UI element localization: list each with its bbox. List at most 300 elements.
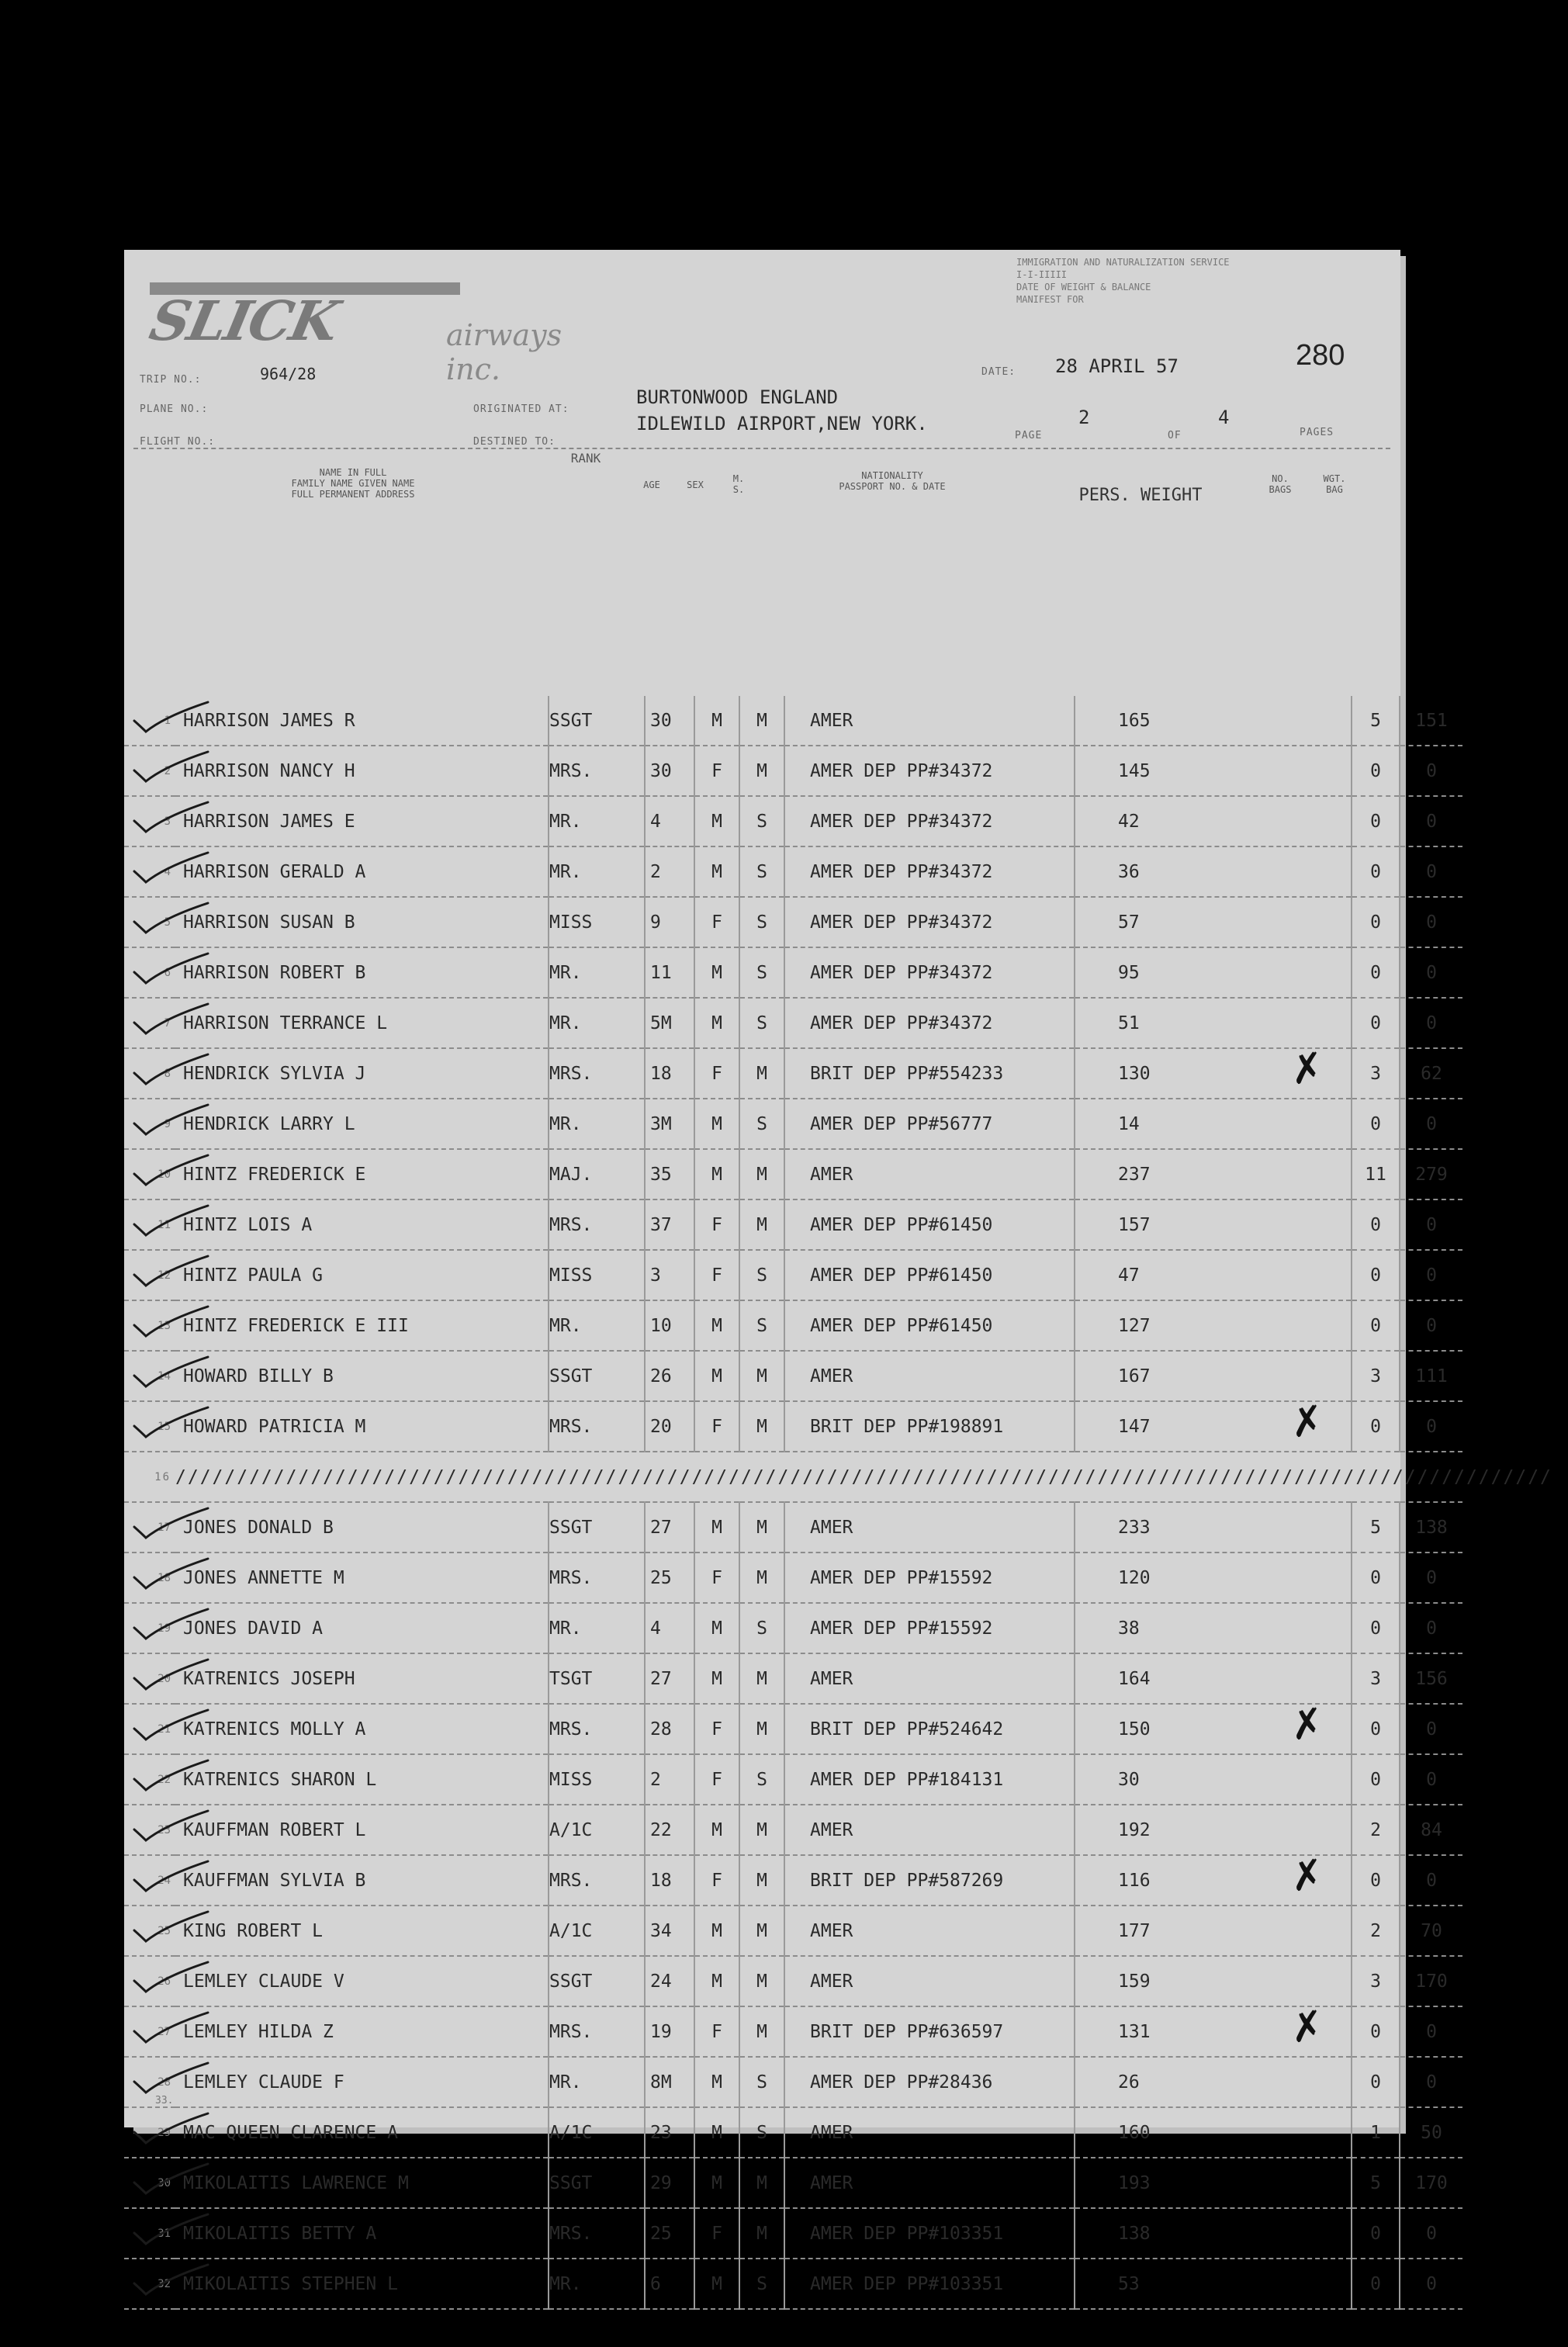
cell-bag-weight — [1400, 746, 1462, 796]
cell-nationality — [784, 1351, 1075, 1401]
bag-weight-text: 62 — [1421, 1063, 1442, 1084]
nationality-text: BRIT DEP PP#524642 — [810, 1719, 1004, 1739]
cell-age — [645, 1199, 694, 1250]
originated-label: ORIGINATED AT: — [473, 403, 569, 415]
cell-bags — [1352, 1553, 1400, 1603]
bags-text: 11 — [1365, 1164, 1386, 1185]
cell-nationality — [784, 1502, 1075, 1553]
bag-weight-text: 0 — [1426, 1265, 1437, 1286]
bag-weight-text: 151 — [1415, 710, 1448, 731]
cell-age — [645, 1906, 694, 1956]
age-text: 30 — [650, 710, 672, 731]
cell-rank — [549, 2158, 645, 2208]
cell-bag-weight — [1400, 1099, 1462, 1149]
cell-age — [645, 1250, 694, 1300]
cell-name — [175, 1704, 549, 1754]
rank-text: MRS. — [549, 1063, 593, 1084]
cell-age — [645, 796, 694, 846]
ms-text: M — [756, 1517, 767, 1538]
cell-weight — [1075, 1397, 1352, 1452]
weight-text: 47 — [1118, 1265, 1140, 1286]
sex-text: M — [711, 811, 722, 832]
cell-bags — [1352, 2158, 1400, 2208]
cell-name — [175, 2006, 549, 2057]
nationality-text: AMER DEP PP#34372 — [810, 962, 993, 983]
cell-ms — [739, 1754, 784, 1805]
age-text: 35 — [650, 1164, 672, 1185]
cell-bags — [1352, 947, 1400, 998]
voided-row — [124, 1452, 1462, 1502]
passenger-row — [124, 1048, 1462, 1099]
bags-text: 0 — [1370, 1769, 1381, 1790]
cell-age — [645, 1502, 694, 1553]
sex-text: M — [711, 1315, 722, 1336]
nationality-text: AMER DEP PP#184131 — [810, 1769, 1004, 1790]
age-text: 3M — [650, 1113, 672, 1134]
nationality-text: AMER DEP PP#103351 — [810, 2273, 1004, 2294]
sex-text: M — [711, 962, 722, 983]
logo-text: SLICK — [144, 289, 344, 353]
name-text: HOWARD BILLY B — [183, 1366, 334, 1386]
nationality-text: BRIT DEP PP#198891 — [810, 1416, 1004, 1437]
cell-nationality — [784, 947, 1075, 998]
passenger-row — [124, 1906, 1462, 1956]
age-text: 30 — [650, 760, 672, 781]
no-text: 4 — [164, 865, 171, 878]
nationality-text: AMER DEP PP#56777 — [810, 1113, 993, 1134]
cell-bag-weight — [1400, 1704, 1462, 1754]
col-bags-header: NO. BAGS — [1269, 473, 1292, 495]
name-text: KATRENICS MOLLY A — [183, 1719, 366, 1739]
cell-bag-weight — [1400, 796, 1462, 846]
name-text: HOWARD PATRICIA M — [183, 1416, 366, 1437]
cell-name — [175, 1099, 549, 1149]
cell-weight — [1075, 1805, 1352, 1855]
col-name-header: NAME IN FULL FAMILY NAME GIVEN NAME FULL PERMANENT ADDRESS — [291, 467, 415, 500]
no-text: 20 — [157, 1672, 171, 1685]
cell-ms — [739, 1149, 784, 1199]
no-text: 6 — [164, 966, 171, 979]
cell-nationality — [784, 846, 1075, 897]
age-text: 37 — [650, 1214, 672, 1235]
cell-no — [124, 746, 175, 796]
ms-text: M — [756, 2223, 767, 2244]
cell-weight — [1075, 1044, 1352, 1099]
sex-text: M — [711, 861, 722, 882]
passenger-row — [124, 947, 1462, 998]
passenger-row — [124, 1855, 1462, 1906]
cell-sex — [694, 1653, 739, 1704]
cell-sex — [694, 1250, 739, 1300]
cell-sex — [694, 897, 739, 947]
no-text: 26 — [157, 1975, 171, 1988]
cell-sex — [694, 1805, 739, 1855]
cell-name — [175, 1351, 549, 1401]
cell-bags — [1352, 1149, 1400, 1199]
cell-age — [645, 1754, 694, 1805]
destined-value: IDLEWILD AIRPORT,NEW YORK. — [636, 413, 928, 434]
passenger-row — [124, 1502, 1462, 1553]
age-text: 2 — [650, 1769, 661, 1790]
cell-ms — [739, 897, 784, 947]
cell-name — [175, 746, 549, 796]
ms-text: S — [756, 2122, 767, 2143]
cell-name — [175, 2158, 549, 2208]
no-text: 5 — [164, 916, 171, 929]
weight-text: 237 — [1118, 1164, 1151, 1185]
sex-text: M — [711, 710, 722, 731]
cell-age — [645, 2006, 694, 2057]
nationality-text: AMER — [810, 1971, 853, 1992]
cell-no — [124, 1502, 175, 1553]
cell-ms — [739, 2158, 784, 2208]
weight-text: 26 — [1118, 2072, 1140, 2093]
passenger-row — [124, 1300, 1462, 1351]
ms-text: M — [756, 1668, 767, 1689]
cell-no — [124, 1956, 175, 2006]
cell-name — [175, 1250, 549, 1300]
name-text: MIKOLAITIS STEPHEN L — [183, 2273, 398, 2294]
sex-text: M — [711, 1971, 722, 1992]
cell-sex — [694, 1603, 739, 1653]
cell-rank — [549, 1401, 645, 1452]
passenger-row — [124, 2158, 1462, 2208]
no-text: 21 — [157, 1722, 171, 1736]
cell-nationality — [784, 1805, 1075, 1855]
passenger-row — [124, 1099, 1462, 1149]
passenger-row — [124, 1704, 1462, 1754]
cell-rank — [549, 1048, 645, 1099]
plane-label: PLANE NO.: — [140, 403, 209, 415]
cell-sex — [694, 846, 739, 897]
cell-weight — [1075, 2158, 1352, 2208]
cell-age — [645, 1704, 694, 1754]
age-text: 18 — [650, 1870, 672, 1891]
no-text: 14 — [157, 1369, 171, 1383]
bags-text: 0 — [1370, 2223, 1381, 2244]
no-text: 13 — [157, 1319, 171, 1332]
cell-sex — [694, 1855, 739, 1906]
cell-ms — [739, 1553, 784, 1603]
cell-bags — [1352, 1199, 1400, 1250]
cell-ms — [739, 1956, 784, 2006]
passenger-row — [124, 1603, 1462, 1653]
date-label: DATE: — [981, 366, 1016, 378]
bag-weight-text: 170 — [1415, 1971, 1448, 1992]
cell-sex — [694, 1754, 739, 1805]
weight-text: 192 — [1118, 1819, 1151, 1840]
sex-text: M — [711, 2273, 722, 2294]
weight-text: 36 — [1118, 861, 1140, 882]
cell-ms — [739, 1351, 784, 1401]
cell-rank — [549, 1754, 645, 1805]
nationality-text: AMER DEP PP#15592 — [810, 1567, 993, 1588]
bags-text: 2 — [1370, 1819, 1381, 1840]
cell-sex — [694, 1099, 739, 1149]
ms-text: M — [756, 1870, 767, 1891]
name-text: LEMLEY HILDA Z — [183, 2021, 334, 2042]
weight-text: 38 — [1118, 1618, 1140, 1639]
cell-no — [124, 796, 175, 846]
cell-bag-weight — [1400, 696, 1462, 746]
service-line: DATE OF WEIGHT & BALANCE — [1016, 282, 1151, 293]
cell-rank — [549, 2006, 645, 2057]
weight-text: 14 — [1118, 1113, 1140, 1134]
cell-weight — [1075, 1099, 1352, 1149]
age-text: 25 — [650, 1567, 672, 1588]
ms-text: S — [756, 1315, 767, 1336]
name-text: JONES DONALD B — [183, 1517, 334, 1538]
bag-weight-text: 0 — [1426, 962, 1437, 983]
passenger-row — [124, 2259, 1462, 2309]
cell-age — [645, 1855, 694, 1906]
age-text: 20 — [650, 1416, 672, 1437]
cell-age — [645, 696, 694, 746]
cell-ms — [739, 1502, 784, 1553]
bags-text: 2 — [1370, 1920, 1381, 1941]
nationality-text: AMER — [810, 2122, 853, 2143]
nationality-text: AMER — [810, 710, 853, 731]
cell-no — [124, 1553, 175, 1603]
rank-text: MISS — [549, 1769, 593, 1790]
cell-rank — [549, 1956, 645, 2006]
cell-no — [124, 2006, 175, 2057]
cell-ms — [739, 746, 784, 796]
nationality-text: AMER — [810, 1517, 853, 1538]
cell-name — [175, 897, 549, 947]
cell-weight — [1075, 2107, 1352, 2158]
name-text: HARRISON JAMES E — [183, 811, 355, 832]
cell-rank — [549, 1351, 645, 1401]
col-sex-header: SEX — [687, 479, 704, 490]
passenger-row — [124, 1956, 1462, 2006]
sex-text: M — [711, 1517, 722, 1538]
cell-no — [124, 1099, 175, 1149]
ms-text: M — [756, 1567, 767, 1588]
originated-value: BURTONWOOD ENGLAND — [636, 386, 839, 408]
cell-bags — [1352, 1250, 1400, 1300]
date-value: 28 APRIL 57 — [1055, 355, 1179, 377]
cell-bags — [1352, 746, 1400, 796]
cell-bags — [1352, 1805, 1400, 1855]
ms-text: M — [756, 1164, 767, 1185]
cell-bag-weight — [1400, 1906, 1462, 1956]
weight-text: 30 — [1118, 1769, 1140, 1790]
cell-bag-weight — [1400, 1502, 1462, 1553]
cell-bag-weight — [1400, 1250, 1462, 1300]
cell-bag-weight — [1400, 2158, 1462, 2208]
bag-weight-text: 50 — [1421, 2122, 1442, 2143]
bag-weight-text: 0 — [1426, 1315, 1437, 1336]
name-text: HARRISON TERRANCE L — [183, 1013, 388, 1033]
line-number: 33. — [155, 2095, 174, 2106]
bags-text: 5 — [1370, 2172, 1381, 2193]
cell-sex — [694, 1300, 739, 1351]
rank-text: SSGT — [549, 2172, 593, 2193]
cell-age — [645, 947, 694, 998]
ms-text: S — [756, 1618, 767, 1639]
cell-no — [124, 2107, 175, 2158]
rank-text: MRS. — [549, 2021, 593, 2042]
bags-text: 0 — [1370, 1013, 1381, 1033]
cell-nationality — [784, 897, 1075, 947]
bag-weight-text: 0 — [1426, 1416, 1437, 1437]
ms-text: M — [756, 2021, 767, 2042]
cell-bags — [1352, 1855, 1400, 1906]
passenger-row — [124, 746, 1462, 796]
cell-rank — [549, 1099, 645, 1149]
cell-rank — [549, 1502, 645, 1553]
bags-text: 0 — [1370, 1315, 1381, 1336]
sex-text: F — [711, 1719, 722, 1739]
cell-sex — [694, 696, 739, 746]
cell-ms — [739, 2057, 784, 2107]
age-text: 25 — [650, 2223, 672, 2244]
cell-age — [645, 2208, 694, 2259]
cell-bags — [1352, 1099, 1400, 1149]
age-text: 8M — [650, 2072, 672, 2093]
cell-no — [124, 1855, 175, 1906]
cell-no — [124, 1250, 175, 1300]
cell-name — [175, 1300, 549, 1351]
rank-text: MR. — [549, 2273, 582, 2294]
bag-weight-text: 0 — [1426, 2273, 1437, 2294]
cell-bags — [1352, 1956, 1400, 2006]
cell-ms — [739, 796, 784, 846]
cell-ms — [739, 998, 784, 1048]
cell-no — [124, 1351, 175, 1401]
sex-text: F — [711, 1769, 722, 1790]
cell-ms — [739, 2208, 784, 2259]
of-label: OF — [1168, 430, 1182, 441]
cell-weight — [1075, 1956, 1352, 2006]
age-text: 29 — [650, 2172, 672, 2193]
no-text: 19 — [157, 1622, 171, 1635]
cell-bag-weight — [1400, 1351, 1462, 1401]
cell-name — [175, 696, 549, 746]
cell-weight — [1075, 2002, 1352, 2057]
ms-text: M — [756, 1416, 767, 1437]
cell-weight — [1075, 1351, 1352, 1401]
ms-text: S — [756, 861, 767, 882]
bag-weight-text: 70 — [1421, 1920, 1442, 1941]
name-text: JONES ANNETTE M — [183, 1567, 344, 1588]
cell-ms — [739, 1653, 784, 1704]
bags-text: 0 — [1370, 2072, 1381, 2093]
cell-sex — [694, 947, 739, 998]
logo-subtext: airways inc. — [446, 318, 562, 386]
nationality-text: AMER — [810, 1668, 853, 1689]
nationality-text: AMER — [810, 1920, 853, 1941]
bag-weight-text: 0 — [1426, 1769, 1437, 1790]
cell-age — [645, 746, 694, 796]
cell-age — [645, 2158, 694, 2208]
cell-bag-weight — [1400, 1300, 1462, 1351]
col-weight-header: PERS. WEIGHT — [1078, 486, 1203, 505]
bags-text: 0 — [1370, 1618, 1381, 1639]
cell-name — [175, 2259, 549, 2309]
no-text: 3 — [164, 815, 171, 828]
cell-ms — [739, 1250, 784, 1300]
name-text: HINTZ PAULA G — [183, 1265, 324, 1286]
passenger-row — [124, 998, 1462, 1048]
cell-no — [124, 696, 175, 746]
cell-bags — [1352, 2057, 1400, 2107]
cell-nationality — [784, 1149, 1075, 1199]
flight-label: FLIGHT NO.: — [140, 436, 216, 448]
nationality-text: BRIT DEP PP#554233 — [810, 1063, 1004, 1084]
cell-nationality — [784, 2259, 1075, 2309]
bags-text: 5 — [1370, 1517, 1381, 1538]
cell-no — [124, 1754, 175, 1805]
bags-text: 3 — [1370, 1366, 1381, 1386]
rank-text: MR. — [549, 962, 582, 983]
bags-text: 0 — [1370, 1870, 1381, 1891]
rank-text: SSGT — [549, 1366, 593, 1386]
sex-text: F — [711, 2021, 722, 2042]
cell-weight — [1075, 2057, 1352, 2107]
age-text: 5M — [650, 1013, 672, 1033]
nationality-text: AMER DEP PP#28436 — [810, 2072, 993, 2093]
cell-bags — [1352, 998, 1400, 1048]
bags-text: 0 — [1370, 2021, 1381, 2042]
no-text: 10 — [157, 1168, 171, 1181]
bags-text: 0 — [1370, 811, 1381, 832]
service-line: I-I-IIIII — [1016, 269, 1068, 280]
cross-mark-icon: ✗ — [1287, 1044, 1327, 1095]
name-text: HARRISON NANCY H — [183, 760, 355, 781]
nationality-text: AMER — [810, 1366, 853, 1386]
cell-rank — [549, 846, 645, 897]
bag-weight-text: 0 — [1426, 1870, 1437, 1891]
cell-nationality — [784, 1553, 1075, 1603]
cell-bag-weight — [1400, 1199, 1462, 1250]
cell-rank — [549, 1149, 645, 1199]
cell-age — [645, 1099, 694, 1149]
ms-text: S — [756, 811, 767, 832]
cell-bags — [1352, 1906, 1400, 1956]
passenger-row — [124, 1401, 1462, 1452]
cell-bag-weight — [1400, 846, 1462, 897]
bags-text: 0 — [1370, 1214, 1381, 1235]
ms-text: S — [756, 912, 767, 933]
sex-text: F — [711, 1416, 722, 1437]
weight-text: 145 — [1118, 760, 1151, 781]
cell-bags — [1352, 696, 1400, 746]
rank-text: MISS — [549, 1265, 593, 1286]
cell-nationality — [784, 1250, 1075, 1300]
no-text: 18 — [157, 1571, 171, 1584]
cell-rank — [549, 998, 645, 1048]
cell-nationality — [784, 1906, 1075, 1956]
weight-text: 177 — [1118, 1920, 1151, 1941]
age-text: 23 — [650, 2122, 672, 2143]
cell-name — [175, 846, 549, 897]
cell-ms — [739, 1048, 784, 1099]
rank-text: MAJ. — [549, 1164, 593, 1185]
cell-bags — [1352, 1653, 1400, 1704]
sex-text: M — [711, 2072, 722, 2093]
cell-bag-weight — [1400, 998, 1462, 1048]
pages-label: PAGES — [1300, 427, 1334, 438]
cell-bag-weight — [1400, 2208, 1462, 2259]
nationality-text: AMER DEP PP#34372 — [810, 912, 993, 933]
age-text: 10 — [650, 1315, 672, 1336]
rank-text: SSGT — [549, 1517, 593, 1538]
cell-bags — [1352, 796, 1400, 846]
nationality-text: AMER — [810, 2172, 853, 2193]
cell-bag-weight — [1400, 2057, 1462, 2107]
